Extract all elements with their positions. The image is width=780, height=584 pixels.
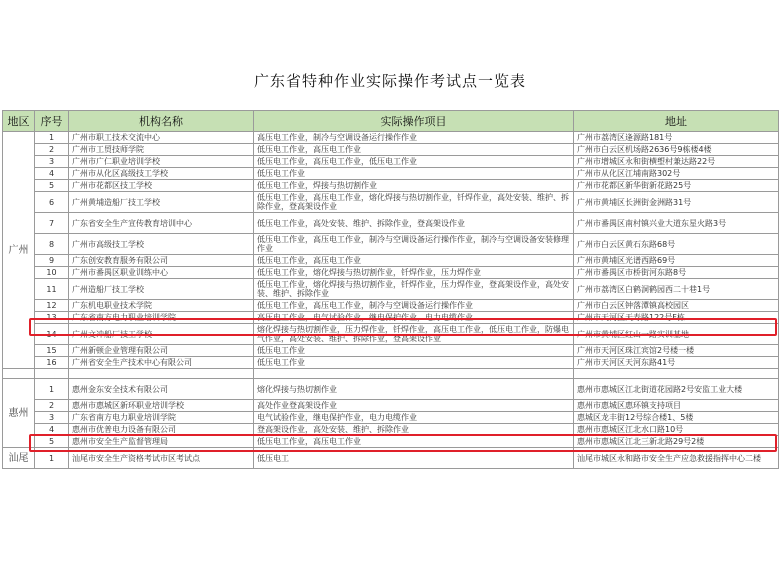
items-cell: 低压电工作业，高压电工作业 [254, 144, 574, 156]
items-cell: 低压电工作业 [254, 345, 574, 357]
address-cell: 广州市白云区黄石东路68号 [574, 234, 779, 255]
items-cell: 熔化焊接与热切割作业 [254, 379, 574, 400]
institution-cell: 广东省南方电力职业培训学院 [69, 412, 254, 424]
address-cell: 广州市从化区江埔南路302号 [574, 168, 779, 180]
table-row [3, 168, 779, 180]
number-cell: 2 [35, 400, 69, 412]
address-cell: 惠州市惠城区江北街道花园路2号安监工业大楼 [574, 379, 779, 400]
region-cell: 广州 [3, 132, 35, 369]
table-row [3, 379, 779, 400]
table-row [3, 192, 779, 213]
items-cell: 高处作业登高架设作业 [254, 400, 574, 412]
table-row [3, 436, 779, 448]
institution-cell: 广州省安全生产技术中心有限公司 [69, 357, 254, 369]
address-cell: 广州市白云区钟落潭镇高校园区 [574, 300, 779, 312]
institution-cell: 广东机电职业技术学院 [69, 300, 254, 312]
table-row [3, 255, 779, 267]
number-cell: 15 [35, 345, 69, 357]
address-cell: 广州市荔湾区逢源路181号 [574, 132, 779, 144]
address-cell: 广州市白云区机场路2636号9栋楼4楼 [574, 144, 779, 156]
number-cell: 3 [35, 156, 69, 168]
address-cell: 惠州市惠城区惠环镇支持项目 [574, 400, 779, 412]
number-cell: 4 [35, 424, 69, 436]
items-cell: 低压电工 [254, 448, 574, 469]
address-cell: 广州市天河区珠江宾馆2号楼一楼 [574, 345, 779, 357]
header-address: 地址 [574, 111, 779, 132]
table-row [3, 132, 779, 144]
region-cell: 汕尾 [3, 448, 35, 469]
table-row [3, 448, 779, 469]
number-cell: 3 [35, 412, 69, 424]
items-cell: 高压电工作业，制冷与空调设备运行操作作业 [254, 132, 574, 144]
header-items: 实际操作项目 [254, 111, 574, 132]
table-row [3, 213, 779, 234]
items-cell: 低压电工作业，高压电工作业，制冷与空调设备运行操作作业 [254, 300, 574, 312]
table-row [3, 345, 779, 357]
number-cell: 1 [35, 132, 69, 144]
institution-cell: 广州市番禺区职业训练中心 [69, 267, 254, 279]
number-cell: 1 [35, 379, 69, 400]
institution-cell: 广州文冲船厂技工学校 [69, 324, 254, 345]
table-row [3, 412, 779, 424]
items-cell: 熔化焊接与热切割作业，压力焊作业，钎焊作业，高压电工作业，低压电工作业，防爆电气作业，高处安装、维护、拆除作业，登高架设作业 [254, 324, 574, 345]
table-row [3, 312, 779, 324]
institution-cell: 广东省南方电力职业培训学院 [69, 312, 254, 324]
address-cell: 广州市黄埔区红山一路实训基地 [574, 324, 779, 345]
table-row [3, 300, 779, 312]
institution-cell: 广州造船厂技工学校 [69, 279, 254, 300]
region-cell: 惠州 [3, 379, 35, 448]
table-body [3, 132, 779, 469]
number-cell: 1 [35, 448, 69, 469]
items-cell: 低压电工作业，焊接与热切割作业 [254, 180, 574, 192]
table-title: 广东省特种作业实际操作考试点一览表 [253, 72, 526, 90]
address-cell: 广州市黄埔区长洲街金洲路31号 [574, 192, 779, 213]
number-cell: 16 [35, 357, 69, 369]
header-row [3, 111, 779, 132]
items-cell: 低压电工作业，高压电工作业 [254, 255, 574, 267]
items-cell: 低压电工作业，熔化焊接与热切割作业，钎焊作业，压力焊作业，登高架设作业，高处安装、维护、拆除作业 [254, 279, 574, 300]
address-cell: 广州市番禺区市桥街河东路8号 [574, 267, 779, 279]
address-cell: 广州市花都区新华街新花路25号 [574, 180, 779, 192]
institution-cell: 广州市广仁职业培训学校 [69, 156, 254, 168]
group-separator-row [3, 369, 779, 379]
institution-cell: 广州新顿企业管理有限公司 [69, 345, 254, 357]
items-cell: 低压电工作业 [254, 168, 574, 180]
institution-cell: 广州黄埔造船厂技工学校 [69, 192, 254, 213]
address-cell: 惠州市惠城区江北水口路10号 [574, 424, 779, 436]
institution-cell: 广州市从化区高级技工学校 [69, 168, 254, 180]
items-cell: 高压电工作业，电气试验作业，继电保护作业，电力电缆作业 [254, 312, 574, 324]
empty-cell [254, 369, 574, 379]
institution-cell: 惠州市惠城区新环职业培训学校 [69, 400, 254, 412]
header-region: 地区 [3, 111, 35, 132]
header-institution: 机构名称 [69, 111, 254, 132]
table-row [3, 424, 779, 436]
number-cell: 12 [35, 300, 69, 312]
institution-cell: 广州市花都区技工学校 [69, 180, 254, 192]
empty-cell [574, 369, 779, 379]
address-cell: 广州市荔湾区白鹤洞鹤园西二十巷1号 [574, 279, 779, 300]
number-cell: 9 [35, 255, 69, 267]
table-row [3, 279, 779, 300]
number-cell: 5 [35, 180, 69, 192]
table-row [3, 156, 779, 168]
items-cell: 登高架设作业，高处安装、维护、拆除作业 [254, 424, 574, 436]
table-row [3, 234, 779, 255]
number-cell: 4 [35, 168, 69, 180]
number-cell: 2 [35, 144, 69, 156]
number-cell: 6 [35, 192, 69, 213]
institution-cell: 广州市高级技工学校 [69, 234, 254, 255]
empty-cell [69, 369, 254, 379]
address-cell: 广州市天河区天河东路41号 [574, 357, 779, 369]
items-cell: 低压电工作业，高处安装、维护、拆除作业，登高架设作业 [254, 213, 574, 234]
items-cell: 低压电工作业 [254, 357, 574, 369]
number-cell: 8 [35, 234, 69, 255]
number-cell: 7 [35, 213, 69, 234]
items-cell: 低压电工作业，熔化焊接与热切割作业，钎焊作业，压力焊作业 [254, 267, 574, 279]
number-cell: 10 [35, 267, 69, 279]
table-row [3, 144, 779, 156]
items-cell: 低压电工作业，高压电工作业 [254, 436, 574, 448]
address-cell: 广州市番禺区南村镇兴业大道东星火路3号 [574, 213, 779, 234]
exam-site-table [2, 110, 779, 469]
items-cell: 电气试验作业，继电保护作业，电力电缆作业 [254, 412, 574, 424]
institution-cell: 广东省安全生产宣传教育培训中心 [69, 213, 254, 234]
address-cell: 广州市黄埔区光谱西路69号 [574, 255, 779, 267]
institution-cell: 惠州市安全生产监督管理局 [69, 436, 254, 448]
table-row [3, 267, 779, 279]
items-cell: 低压电工作业，高压电工作业，制冷与空调设备运行操作作业，制冷与空调设备安装修理作业 [254, 234, 574, 255]
address-cell: 广州市天河区天寿路122号F栋 [574, 312, 779, 324]
institution-cell: 广州市职工技术交流中心 [69, 132, 254, 144]
empty-cell [3, 369, 35, 379]
address-cell: 惠城区龙丰街12号综合楼1、5楼 [574, 412, 779, 424]
items-cell: 低压电工作业，高压电工作业，低压电工作业 [254, 156, 574, 168]
table-row [3, 324, 779, 345]
institution-cell: 惠州金东安全技术有限公司 [69, 379, 254, 400]
table-row [3, 400, 779, 412]
blank-header-band [0, 0, 780, 66]
institution-cell: 汕尾市安全生产资格考试市区考试点 [69, 448, 254, 469]
table-row [3, 180, 779, 192]
empty-cell [35, 369, 69, 379]
number-cell: 13 [35, 312, 69, 324]
number-cell: 11 [35, 279, 69, 300]
address-cell: 广州市增城区永和街横塱村兼达路22号 [574, 156, 779, 168]
table-row [3, 357, 779, 369]
number-cell: 5 [35, 436, 69, 448]
institution-cell: 广东创安教育服务有限公司 [69, 255, 254, 267]
items-cell: 低压电工作业，高压电工作业，熔化焊接与热切割作业，钎焊作业，高处安装、维护、拆除作业，登高架设作业 [254, 192, 574, 213]
header-number: 序号 [35, 111, 69, 132]
address-cell: 汕尾市城区永和路市安全生产应急救援指挥中心二楼 [574, 448, 779, 469]
institution-cell: 惠州市优普电力设备有限公司 [69, 424, 254, 436]
institution-cell: 广州市工贸技师学院 [69, 144, 254, 156]
number-cell: 14 [35, 324, 69, 345]
address-cell: 惠州市惠城区江北三新北路29号2楼 [574, 436, 779, 448]
